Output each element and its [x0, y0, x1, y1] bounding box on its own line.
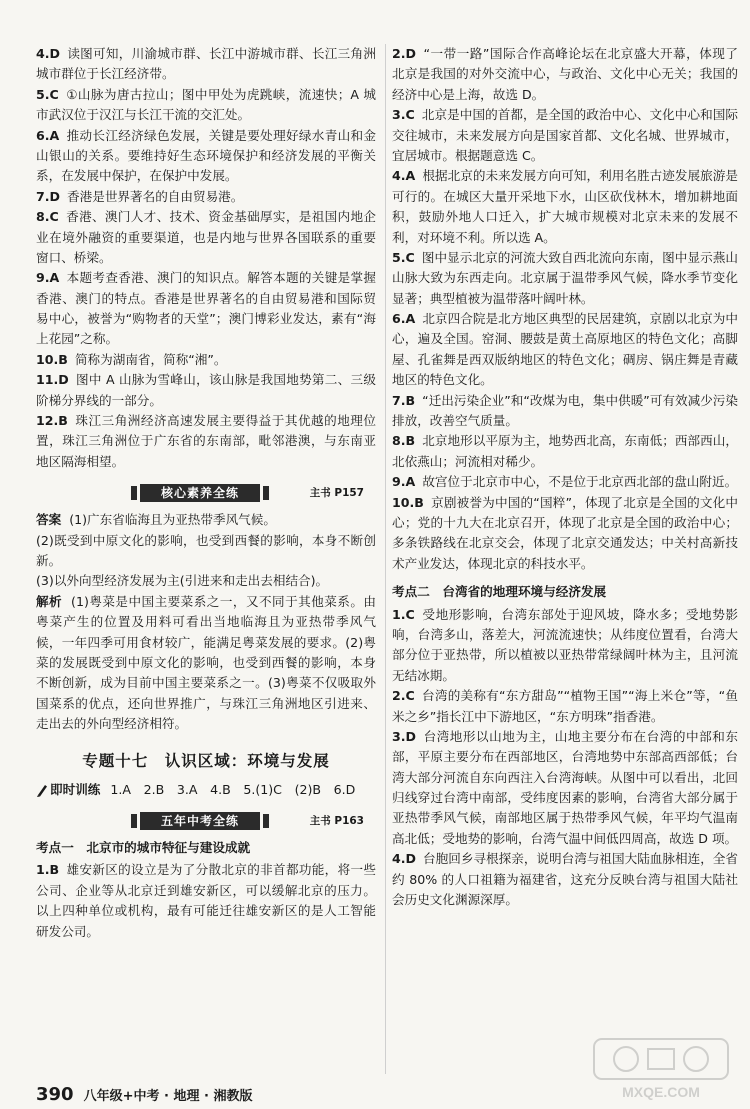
answer-item — [36, 370, 376, 411]
point1-answer-list — [36, 860, 376, 942]
answer-explanation: 读图可知，川渝城市群、长江中游城市群、长江三角洲城市群位于长江经济带。 — [36, 46, 377, 82]
answer-item — [392, 605, 738, 687]
answer-item — [392, 105, 738, 166]
answer-number: 6.A — [392, 311, 416, 327]
core-section-ref: 主书 P157 — [309, 487, 364, 500]
answer-number: 8.B — [392, 433, 416, 449]
answer-explanation: 台湾地形以山地为主，山地主要分布在台湾的中部和东部，平原主要分布在西部地区，台湾地势中东部高西部低；台湾大部分河流自东向西注入台湾海峡。从图中可以看出，北回归线穿过台湾中南部，受纬度因素的影响，台湾省大部分属于亚热带季风气候，南部地区属于热带季风气候，年平均气温南高北低；受地势的影响，台湾气温中间低四周高，故选 D 项。 — [392, 728, 739, 846]
answer-number: 12.B — [36, 413, 68, 429]
answer-item — [392, 493, 738, 575]
answer-number: 5.C — [36, 86, 59, 102]
answer-number: 3.D — [392, 728, 417, 744]
book-title: 八年级+中考 · 地理 · 湘教版 — [83, 1089, 253, 1104]
answer-number: 4.D — [36, 46, 61, 61]
answer-explanation: 香港是世界著名的自由贸易港。 — [67, 188, 244, 204]
point2-heading: 考点二 台湾省的地理环境与经济发展 — [392, 584, 607, 600]
answer-line-3: (3)以外向型经济发展为主(引进来和走出去相结合)。 — [36, 573, 329, 589]
answer-explanation: 雄安新区的设立是为了分散北京的非首都功能，将一些公司、企业等从北京迁到雄安新区，可以缓解北京的压力。以上四种单位或机构，最有可能迁往雄安新区的是人工智能研发公司。 — [36, 862, 376, 939]
answer-number: 10.B — [36, 351, 68, 367]
answer-explanation: 简称为湖南省，简称“湘”。 — [74, 351, 227, 367]
answer-item — [36, 187, 376, 207]
answer-item — [392, 44, 738, 105]
answer-number: 9.A — [392, 474, 416, 490]
answer-number: 2.C — [392, 688, 415, 704]
answer-explanation: 故宫位于北京市中心，不是位于北京西北部的盘山附近。 — [422, 474, 738, 490]
answer-explanation: 本题考查香港、澳门的知识点。解答本题的关键是掌握香港、澳门的特点。香港是世界著名的自由贸易港和国际贸易中心，被誉为“购物者的天堂”；澳门博彩业发达，素有“海上花园”之称。 — [36, 270, 377, 347]
answer-explanation: “迁出污染企业”和“改煤为电，集中供暖”可有效减少污染排放，改善空气质量。 — [392, 392, 738, 429]
answer-number: 9.A — [36, 270, 60, 286]
answer-explanation: 香港、澳门人才、技术、资金基础厚实，是祖国内地企业在境外融资的重要渠道，也是内地与世界各国联系的重要窗口、桥梁。 — [36, 209, 376, 265]
answer-item — [392, 248, 738, 309]
answer-label: 答案 — [36, 512, 62, 528]
column-divider — [385, 44, 386, 1074]
answer-item — [392, 472, 738, 492]
answer-list-top-left — [36, 44, 376, 472]
answer-number: 1.C — [392, 606, 415, 622]
answer-explanation: 图中 A 山脉为雪峰山，该山脉是我国地势第二、三级阶梯分界线的一部分。 — [36, 372, 376, 408]
answer-explanation: “一带一路”国际合作高峰论坛在北京盛大开幕，体现了北京是我国的对外交流中心，与政治、文化中心无关；我国的经济中心是上海，故选 D。 — [392, 46, 738, 102]
answer-item — [36, 268, 376, 350]
core-answer — [36, 510, 376, 530]
answer-item — [36, 411, 376, 472]
answer-number: 11.D — [36, 372, 69, 388]
pencil-icon — [36, 783, 48, 797]
answer-number: 7.D — [36, 188, 61, 204]
five-year-banner — [36, 810, 376, 832]
answer-line-1: (1)广东省临海且为亚热带季风气候。 — [69, 512, 276, 528]
left-column — [36, 44, 376, 942]
answer-item — [36, 85, 376, 126]
answer-number: 8.C — [36, 209, 59, 225]
drill-answers-row — [36, 780, 376, 800]
answer-number: 2.D — [392, 46, 417, 61]
point2-answer-list — [392, 605, 738, 911]
answer-item — [36, 860, 376, 942]
right-column — [392, 44, 738, 910]
answer-item — [392, 309, 738, 391]
answer-number: 6.A — [36, 127, 60, 143]
answer-number: 1.B — [36, 862, 60, 878]
answer-number: 5.C — [392, 249, 415, 265]
point1-heading: 考点一 北京市的城市特征与建设成就 — [36, 840, 251, 855]
drill-tag — [36, 780, 100, 800]
answer-explanation: 图中显示北京的河流大致自西北流向东南，图中显示燕山山脉大致为东西走向。北京属于温带季风气候，降水季节变化显著；典型植被为温带落叶阔叶林。 — [392, 249, 738, 306]
answer-explanation: 珠江三角洲经济高速发展主要得益于其优越的地理位置，珠江三角洲位于广东省的东南部，毗邻港澳，与东南亚地区隔海相望。 — [36, 413, 376, 469]
core-analysis — [36, 592, 376, 735]
answer-explanation: 北京地形以平原为主，地势西北高，东南低；西部西山，北依燕山；河流相对稀少。 — [392, 433, 738, 469]
answer-number: 10.B — [392, 494, 424, 510]
answer-explanation: 受地形影响，台湾东部处于迎风坡，降水多；受地势影响，台湾多山，落差大，河流流速快；从纬度位置看，台湾大部分位于亚热带，所以植被以亚热带常绿阔叶林为主，且河流无结冰期。 — [392, 606, 738, 683]
page-number: 390 — [36, 1084, 74, 1105]
answer-item — [392, 686, 738, 727]
watermark-logo — [586, 1033, 736, 1103]
answer-explanation: 北京是中国的首都，是全国的政治中心、文化中心和国际交往城市，未来发展方向是国家首都、文化名城、世界城市，宜居城市。根据题意选 C。 — [392, 107, 738, 163]
answer-item — [392, 849, 738, 910]
answer-number: 3.C — [392, 107, 415, 123]
core-section-banner — [36, 482, 376, 504]
answer-item — [36, 350, 376, 370]
answer-item — [392, 727, 738, 849]
answer-explanation: ①山脉为唐古拉山；图中甲处为虎跳峡，流速快；A 城市武汉位于汉江与长江干流的交汇处。 — [36, 86, 376, 123]
answer-item — [392, 391, 738, 432]
five-year-title: 五年中考全练 — [140, 812, 260, 830]
drill-answers: 1.A 2.B 3.A 4.B 5.(1)C (2)B 6.D — [110, 781, 356, 797]
answer-line-2: (2)既受到中原文化的影响，也受到西餐的影响，本身不断创新。 — [36, 532, 376, 568]
answer-item — [392, 166, 738, 248]
analysis-text: (1)粤菜是中国主要菜系之一，又不同于其他菜系。由粤菜产生的位置及用料可看出当地临海且为亚热带季风气候，一年四季可用食材较广，能满足粤菜发展的要求。(2)粤菜的发展既受到中原文化的影响，也受到西餐的影响，本身不断创新，成为目前中国主要菜系之一。(3)粤菜不仅吸取外国菜系的优点，还向世界推广，与珠江三角洲地区引进来、走出去的外向型经济相符。 — [36, 593, 376, 732]
answer-item — [36, 126, 376, 187]
answer-item — [392, 431, 738, 472]
drill-label: 即时训练 — [50, 781, 101, 797]
page-footer — [36, 1080, 252, 1109]
answer-explanation: 台湾的美称有“东方甜岛”“植物王国”“海上米仓”等，“鱼米之乡”指长江中下游地区，“东方明珠”指香港。 — [392, 688, 739, 724]
analysis-label: 解析 — [36, 593, 63, 609]
answer-number: 4.D — [392, 851, 417, 867]
core-section-title: 核心素养全练 — [140, 484, 260, 502]
answer-item — [36, 207, 376, 268]
topic-title: 专题十七 认识区域：环境与发展 — [82, 751, 330, 770]
watermark-text: MXQE.COM — [622, 1084, 700, 1100]
answer-explanation: 北京四合院是北方地区典型的民居建筑，京剧以北京为中心，遍及全国。窑洞、腰鼓是黄土高原地区的特色文化；高脚屋、孔雀舞是西双版纳地区的特色文化；碉房、锅庄舞是青藏地区的特色文化。 — [392, 311, 738, 388]
answer-explanation: 京剧被誉为中国的“国粹”，体现了北京是全国的文化中心；党的十九大在北京召开，体现了北京是全国的政治中心；多条铁路线在北京交会，体现了北京交通发达；中关村高新技术产业发达，体现北京的科技水平。 — [392, 494, 738, 571]
answer-list-top-right — [392, 44, 738, 574]
answer-explanation: 根据北京的未来发展方向可知，利用名胜古迹发展旅游是可行的。在城区大量开采地下水，山区砍伐林木，增加耕地面积，鼓励外地人口迁入，扩大城市规模对北京未来的发展不利，对环境不利。所以选 A。 — [392, 168, 738, 245]
answer-explanation: 台胞回乡寻根探亲，说明台湾与祖国大陆血脉相连，全省约 80% 的人口祖籍为福建省，这充分反映台湾与祖国大陆社会历史文化渊源深厚。 — [392, 851, 738, 908]
answer-item — [36, 44, 376, 85]
five-year-ref: 主书 P163 — [309, 815, 364, 827]
answer-number: 4.A — [392, 168, 416, 184]
answer-explanation: 推动长江经济绿色发展，关键是要处理好绿水青山和金山银山的关系。要维持好生态环境保护和经济发展的平衡关系，在发展中保护，在保护中发展。 — [36, 127, 377, 184]
answer-number: 7.B — [392, 392, 416, 408]
